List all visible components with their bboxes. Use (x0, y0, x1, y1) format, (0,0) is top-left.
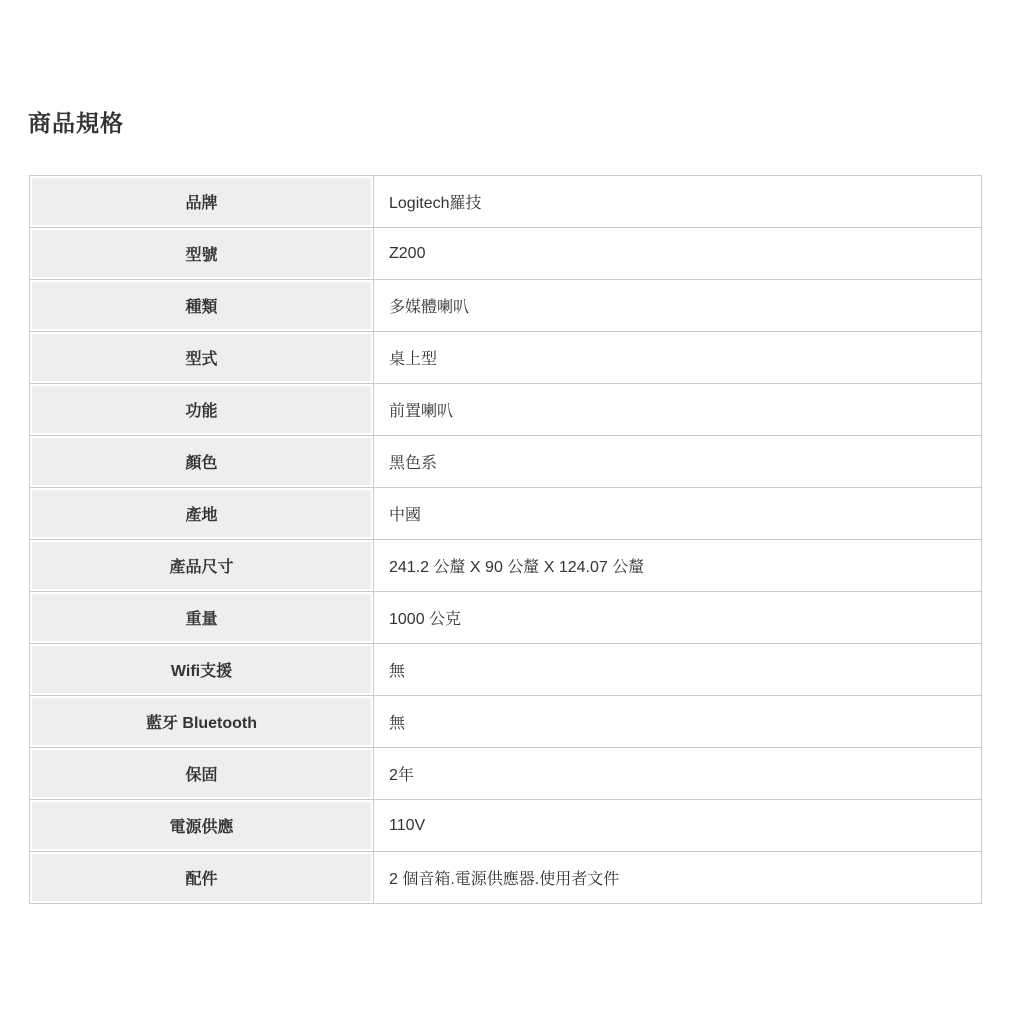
spec-label: 配件 (30, 852, 374, 904)
spec-value: Z200 (374, 228, 982, 280)
spec-label: 種類 (30, 280, 374, 332)
spec-value: 2 個音箱.電源供應器.使用者文件 (374, 852, 982, 904)
spec-value: 110V (374, 800, 982, 852)
spec-value: 中國 (374, 488, 982, 540)
spec-label: 藍牙 Bluetooth (30, 696, 374, 748)
spec-label: 重量 (30, 592, 374, 644)
spec-label: 功能 (30, 384, 374, 436)
table-row (30, 800, 982, 852)
spec-label: 產品尺寸 (30, 540, 374, 592)
spec-value: 桌上型 (374, 332, 982, 384)
spec-value: 多媒體喇叭 (374, 280, 982, 332)
spec-value: 前置喇叭 (374, 384, 982, 436)
spec-label: 型號 (30, 228, 374, 280)
spec-value: 241.2 公釐 X 90 公釐 X 124.07 公釐 (374, 540, 982, 592)
table-row (30, 592, 982, 644)
spec-label: Wifi支援 (30, 644, 374, 696)
spec-label: 品牌 (30, 176, 374, 228)
table-row (30, 280, 982, 332)
spec-label: 型式 (30, 332, 374, 384)
spec-label: 電源供應 (30, 800, 374, 852)
spec-value: 1000 公克 (374, 592, 982, 644)
spec-value: 無 (374, 696, 982, 748)
spec-value: Logitech羅技 (374, 176, 982, 228)
table-row (30, 488, 982, 540)
spec-label: 產地 (30, 488, 374, 540)
table-row (30, 748, 982, 800)
table-row (30, 436, 982, 488)
table-row (30, 228, 982, 280)
spec-label: 保固 (30, 748, 374, 800)
spec-label: 顏色 (30, 436, 374, 488)
table-row (30, 852, 982, 904)
table-row (30, 644, 982, 696)
spec-value: 2年 (374, 748, 982, 800)
spec-value: 無 (374, 644, 982, 696)
table-row (30, 176, 982, 228)
page-title: 商品規格 (28, 110, 124, 136)
table-row (30, 696, 982, 748)
spec-value: 黑色系 (374, 436, 982, 488)
table-row (30, 384, 982, 436)
table-row (30, 332, 982, 384)
spec-table (29, 175, 982, 904)
table-row (30, 540, 982, 592)
